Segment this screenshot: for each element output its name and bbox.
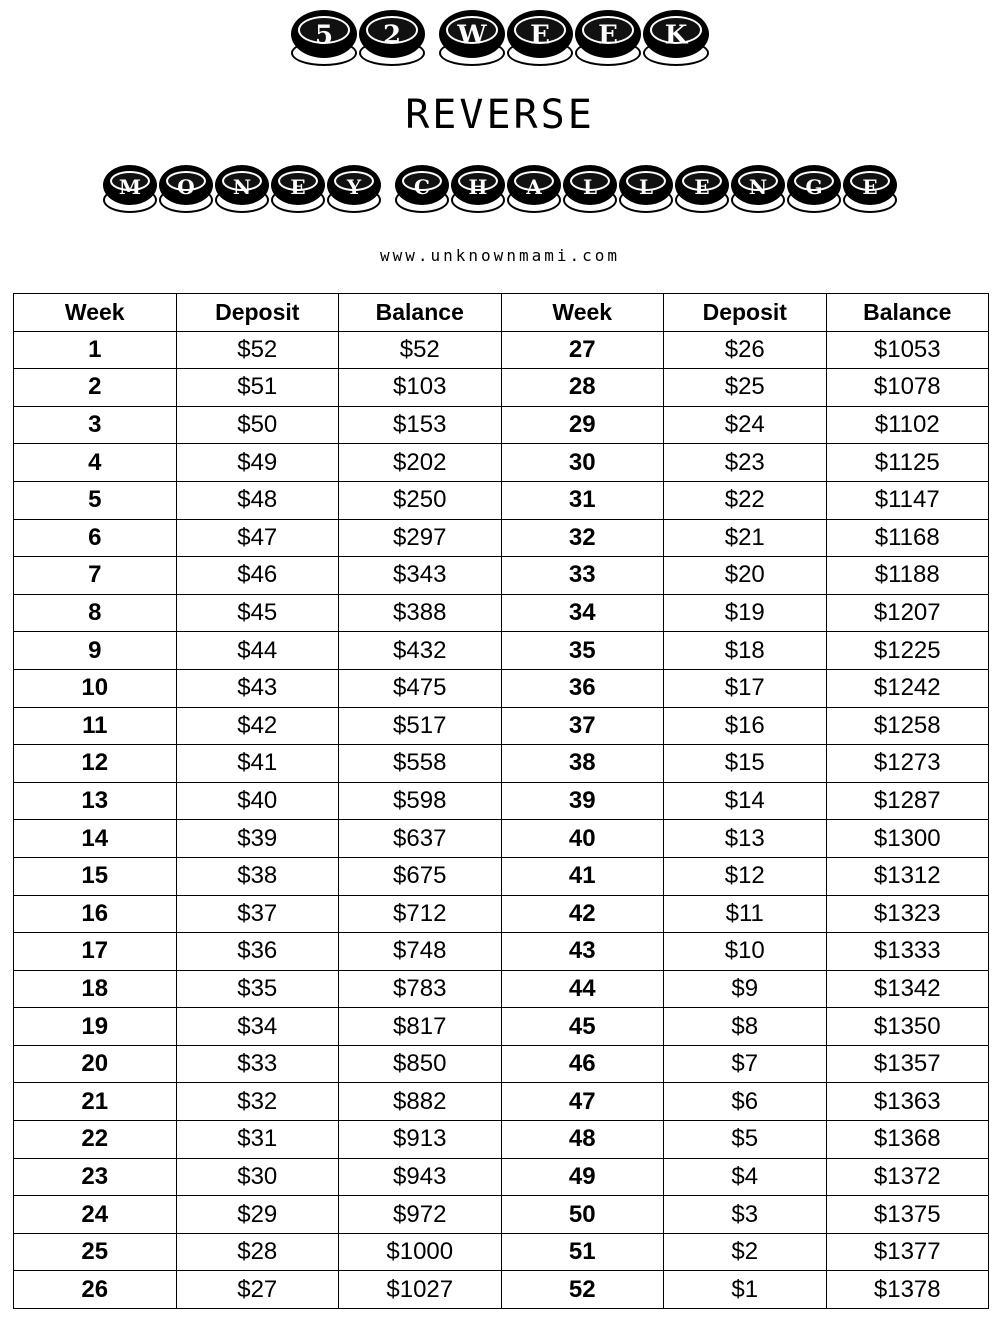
key-letter: E [694, 175, 710, 200]
week-cell: 44 [501, 970, 664, 1008]
deposit-cell: $3 [664, 1196, 827, 1234]
typewriter-key [787, 165, 841, 213]
key-letter: L [582, 175, 598, 200]
balance-cell: $475 [339, 669, 502, 707]
balance-cell: $1377 [826, 1233, 989, 1271]
column-header-deposit: Deposit [664, 294, 827, 332]
table-row [14, 444, 989, 482]
deposit-cell: $41 [176, 745, 339, 783]
week-cell: 52 [501, 1271, 664, 1309]
deposit-cell: $42 [176, 707, 339, 745]
week-cell: 46 [501, 1045, 664, 1083]
week-cell: 39 [501, 782, 664, 820]
deposit-cell: $18 [664, 632, 827, 670]
deposit-cell: $6 [664, 1083, 827, 1121]
balance-cell: $1053 [826, 331, 989, 369]
week-cell: 19 [14, 1008, 177, 1046]
week-cell: 1 [14, 331, 177, 369]
balance-cell: $598 [339, 782, 502, 820]
balance-cell: $1102 [826, 406, 989, 444]
balance-cell: $1027 [339, 1271, 502, 1309]
deposit-cell: $33 [176, 1045, 339, 1083]
deposit-cell: $11 [664, 895, 827, 933]
savings-table [13, 293, 989, 1309]
balance-cell: $1000 [339, 1233, 502, 1271]
week-cell: 42 [501, 895, 664, 933]
week-cell: 8 [14, 594, 177, 632]
week-cell: 3 [14, 406, 177, 444]
week-cell: 10 [14, 669, 177, 707]
deposit-cell: $25 [664, 369, 827, 407]
key-letter: H [468, 175, 488, 200]
balance-cell: $943 [339, 1158, 502, 1196]
website-url: www.unknownmami.com [379, 246, 621, 265]
week-cell: 21 [14, 1083, 177, 1121]
deposit-cell: $16 [664, 707, 827, 745]
table-row [14, 331, 989, 369]
week-cell: 43 [501, 933, 664, 971]
balance-cell: $1242 [826, 669, 989, 707]
deposit-cell: $37 [176, 895, 339, 933]
word-gap [427, 10, 437, 66]
deposit-cell: $43 [176, 669, 339, 707]
table-row [14, 933, 989, 971]
page-header [0, 0, 1000, 290]
key-letter: Y [346, 175, 362, 200]
typewriter-key [439, 10, 505, 66]
week-cell: 11 [14, 707, 177, 745]
deposit-cell: $47 [176, 519, 339, 557]
week-cell: 51 [501, 1233, 664, 1271]
deposit-cell: $40 [176, 782, 339, 820]
typewriter-key [619, 165, 673, 213]
typewriter-key [359, 10, 425, 66]
deposit-cell: $14 [664, 782, 827, 820]
deposit-cell: $15 [664, 745, 827, 783]
week-cell: 29 [501, 406, 664, 444]
deposit-cell: $51 [176, 369, 339, 407]
table-row [14, 782, 989, 820]
balance-cell: $972 [339, 1196, 502, 1234]
deposit-cell: $49 [176, 444, 339, 482]
week-cell: 32 [501, 519, 664, 557]
key-letter: N [232, 175, 252, 200]
typewriter-key [843, 165, 897, 213]
balance-cell: $1300 [826, 820, 989, 858]
deposit-cell: $36 [176, 933, 339, 971]
balance-cell: $1368 [826, 1121, 989, 1159]
key-letter: K [664, 20, 688, 51]
balance-cell: $432 [339, 632, 502, 670]
balance-cell: $103 [339, 369, 502, 407]
balance-cell: $1168 [826, 519, 989, 557]
balance-cell: $913 [339, 1121, 502, 1159]
balance-cell: $783 [339, 970, 502, 1008]
balance-cell: $343 [339, 557, 502, 595]
week-cell: 27 [501, 331, 664, 369]
table-row [14, 1158, 989, 1196]
week-cell: 45 [501, 1008, 664, 1046]
deposit-cell: $35 [176, 970, 339, 1008]
table-row [14, 1083, 989, 1121]
table-row [14, 481, 989, 519]
subtitle-reverse: REVERSE [405, 92, 595, 138]
typewriter-key [643, 10, 709, 66]
typewriter-key [507, 165, 561, 213]
key-letter: E [862, 175, 878, 200]
balance-cell: $1078 [826, 369, 989, 407]
deposit-cell: $27 [176, 1271, 339, 1309]
table-row [14, 1045, 989, 1083]
balance-cell: $1225 [826, 632, 989, 670]
balance-cell: $153 [339, 406, 502, 444]
week-cell: 37 [501, 707, 664, 745]
deposit-cell: $7 [664, 1045, 827, 1083]
week-cell: 6 [14, 519, 177, 557]
balance-cell: $388 [339, 594, 502, 632]
deposit-cell: $45 [176, 594, 339, 632]
deposit-cell: $5 [664, 1121, 827, 1159]
table-row [14, 895, 989, 933]
deposit-cell: $32 [176, 1083, 339, 1121]
deposit-cell: $12 [664, 857, 827, 895]
balance-cell: $558 [339, 745, 502, 783]
balance-cell: $1342 [826, 970, 989, 1008]
deposit-cell: $38 [176, 857, 339, 895]
balance-cell: $1207 [826, 594, 989, 632]
table-row [14, 1271, 989, 1309]
week-cell: 18 [14, 970, 177, 1008]
deposit-cell: $31 [176, 1121, 339, 1159]
week-cell: 49 [501, 1158, 664, 1196]
balance-cell: $1287 [826, 782, 989, 820]
deposit-cell: $22 [664, 481, 827, 519]
table-body [14, 331, 989, 1308]
week-cell: 40 [501, 820, 664, 858]
typewriter-key [159, 165, 213, 213]
deposit-cell: $17 [664, 669, 827, 707]
balance-cell: $1125 [826, 444, 989, 482]
balance-cell: $1258 [826, 707, 989, 745]
typewriter-key [215, 165, 269, 213]
balance-cell: $882 [339, 1083, 502, 1121]
key-letter: A [526, 175, 542, 200]
key-letter: E [530, 20, 550, 51]
deposit-cell: $2 [664, 1233, 827, 1271]
deposit-cell: $8 [664, 1008, 827, 1046]
week-cell: 38 [501, 745, 664, 783]
column-header-balance: Balance [826, 294, 989, 332]
week-cell: 20 [14, 1045, 177, 1083]
typewriter-key [451, 165, 505, 213]
typewriter-key [103, 165, 157, 213]
title-typewriter-keys [0, 10, 1000, 66]
week-cell: 48 [501, 1121, 664, 1159]
typewriter-key [327, 165, 381, 213]
balance-cell: $202 [339, 444, 502, 482]
week-cell: 17 [14, 933, 177, 971]
deposit-cell: $46 [176, 557, 339, 595]
typewriter-key [575, 10, 641, 66]
week-cell: 26 [14, 1271, 177, 1309]
balance-cell: $517 [339, 707, 502, 745]
table-row [14, 594, 989, 632]
table-header-row [14, 294, 989, 332]
balance-cell: $1312 [826, 857, 989, 895]
week-cell: 36 [501, 669, 664, 707]
deposit-cell: $1 [664, 1271, 827, 1309]
key-letter: N [748, 175, 768, 200]
deposit-cell: $52 [176, 331, 339, 369]
week-cell: 9 [14, 632, 177, 670]
deposit-cell: $9 [664, 970, 827, 1008]
balance-cell: $1188 [826, 557, 989, 595]
key-letter: E [598, 20, 618, 51]
balance-cell: $1378 [826, 1271, 989, 1309]
balance-cell: $1375 [826, 1196, 989, 1234]
week-cell: 50 [501, 1196, 664, 1234]
key-letter: E [290, 175, 306, 200]
balance-cell: $297 [339, 519, 502, 557]
table-row [14, 745, 989, 783]
week-cell: 34 [501, 594, 664, 632]
balance-cell: $637 [339, 820, 502, 858]
deposit-cell: $39 [176, 820, 339, 858]
table-row [14, 669, 989, 707]
table-row [14, 857, 989, 895]
challenge-typewriter-keys [0, 165, 1000, 213]
typewriter-key [291, 10, 357, 66]
balance-cell: $52 [339, 331, 502, 369]
week-cell: 24 [14, 1196, 177, 1234]
deposit-cell: $28 [176, 1233, 339, 1271]
week-cell: 47 [501, 1083, 664, 1121]
deposit-cell: $23 [664, 444, 827, 482]
balance-cell: $1372 [826, 1158, 989, 1196]
balance-cell: $1357 [826, 1045, 989, 1083]
table-row [14, 970, 989, 1008]
key-letter: 2 [382, 20, 402, 51]
table-row [14, 1233, 989, 1271]
balance-cell: $1323 [826, 895, 989, 933]
table-row [14, 632, 989, 670]
week-cell: 5 [14, 481, 177, 519]
balance-cell: $675 [339, 857, 502, 895]
table-row [14, 820, 989, 858]
key-letter: M [118, 175, 142, 200]
balance-cell: $250 [339, 481, 502, 519]
typewriter-key [675, 165, 729, 213]
deposit-cell: $19 [664, 594, 827, 632]
key-letter: L [638, 175, 654, 200]
balance-cell: $1333 [826, 933, 989, 971]
deposit-cell: $34 [176, 1008, 339, 1046]
typewriter-key [507, 10, 573, 66]
week-cell: 41 [501, 857, 664, 895]
balance-cell: $817 [339, 1008, 502, 1046]
week-cell: 31 [501, 481, 664, 519]
balance-cell: $712 [339, 895, 502, 933]
table-row [14, 707, 989, 745]
column-header-balance: Balance [339, 294, 502, 332]
balance-cell: $1363 [826, 1083, 989, 1121]
table-row [14, 369, 989, 407]
typewriter-key [271, 165, 325, 213]
typewriter-key [395, 165, 449, 213]
week-cell: 14 [14, 820, 177, 858]
week-cell: 4 [14, 444, 177, 482]
week-cell: 7 [14, 557, 177, 595]
deposit-cell: $26 [664, 331, 827, 369]
key-letter: W [457, 20, 487, 51]
table-row [14, 406, 989, 444]
table-row [14, 1121, 989, 1159]
column-header-week: Week [14, 294, 177, 332]
balance-cell: $748 [339, 933, 502, 971]
week-cell: 2 [14, 369, 177, 407]
week-cell: 16 [14, 895, 177, 933]
table-row [14, 557, 989, 595]
deposit-cell: $44 [176, 632, 339, 670]
week-cell: 28 [501, 369, 664, 407]
table-row [14, 1008, 989, 1046]
deposit-cell: $29 [176, 1196, 339, 1234]
table-row [14, 519, 989, 557]
key-letter: G [805, 175, 823, 200]
key-letter: C [414, 175, 430, 200]
week-cell: 12 [14, 745, 177, 783]
balance-cell: $850 [339, 1045, 502, 1083]
key-letter: 5 [314, 20, 334, 51]
deposit-cell: $50 [176, 406, 339, 444]
week-cell: 15 [14, 857, 177, 895]
week-cell: 35 [501, 632, 664, 670]
deposit-cell: $20 [664, 557, 827, 595]
balance-cell: $1273 [826, 745, 989, 783]
deposit-cell: $48 [176, 481, 339, 519]
week-cell: 22 [14, 1121, 177, 1159]
week-cell: 13 [14, 782, 177, 820]
week-cell: 25 [14, 1233, 177, 1271]
column-header-week: Week [501, 294, 664, 332]
deposit-cell: $10 [664, 933, 827, 971]
word-gap [383, 165, 393, 213]
typewriter-key [563, 165, 617, 213]
typewriter-key [731, 165, 785, 213]
column-header-deposit: Deposit [176, 294, 339, 332]
key-letter: O [177, 175, 195, 200]
week-cell: 33 [501, 557, 664, 595]
deposit-cell: $13 [664, 820, 827, 858]
table-row [14, 1196, 989, 1234]
week-cell: 30 [501, 444, 664, 482]
deposit-cell: $24 [664, 406, 827, 444]
balance-cell: $1147 [826, 481, 989, 519]
deposit-cell: $4 [664, 1158, 827, 1196]
deposit-cell: $30 [176, 1158, 339, 1196]
balance-cell: $1350 [826, 1008, 989, 1046]
week-cell: 23 [14, 1158, 177, 1196]
deposit-cell: $21 [664, 519, 827, 557]
